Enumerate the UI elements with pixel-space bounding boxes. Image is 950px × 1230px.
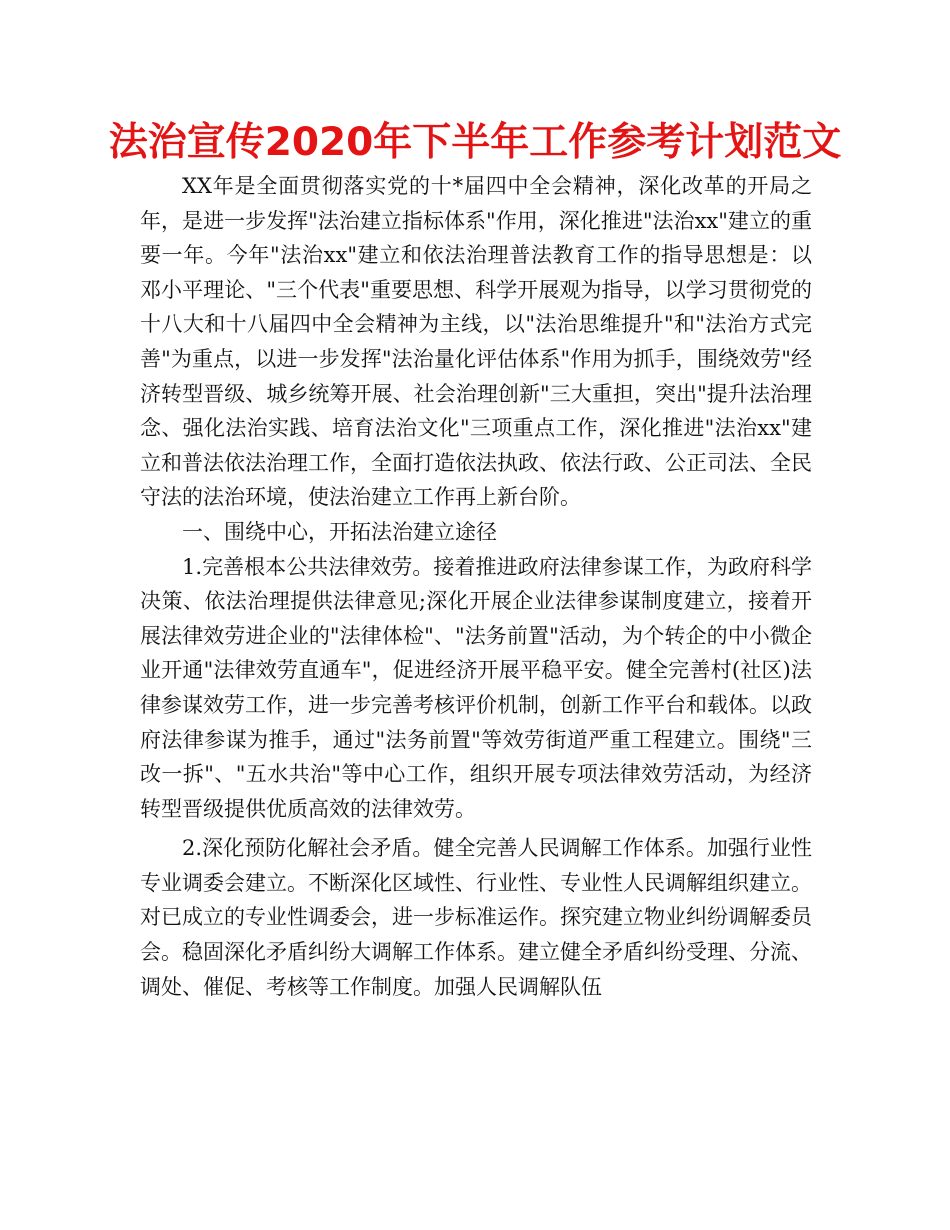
- document-title: 法治宣传2020年下半年工作参考计划范文: [108, 120, 842, 165]
- paragraph-item-2: 2.深化预防化解社会矛盾。健全完善人民调解工作体系。加强行业性专业调委会建立。不断深化区域性、行业性、专业性人民调解组织建立。对已成立的专业性调委会，进一步标准运作。探究建立物业纠纷调解委员会。稳固深化矛盾纠纷大调解工作体系。建立健全矛盾纠纷受理、分流、调处、催促、考核等工作制度。加强人民调解队伍: [140, 836, 812, 999]
- document-body: [140, 169, 812, 1004]
- paragraph-item-1: 1.完善根本公共法律效劳。接着推进政府法律参谋工作，为政府科学决策、依法治理提供法律意见;深化开展企业法律参谋制度建立，接着开展法律效劳进企业的"法律体检"、"法务前置"活动，为个转企的中小微企业开通"法律效劳直通车"，促进经济开展平稳平安。健全完善村(社区)法律参谋效劳工作，进一步完善考核评价机制，创新工作平台和载体。以政府法律参谋为推手，通过"法务前置"等效劳街道严重工程建立。围绕"三改一拆"、"五水共治"等中心工作，组织开展专项法律效劳活动，为经济转型晋级提供优质高效的法律效劳。: [140, 554, 812, 821]
- section-heading-1: 一、围绕中心，开拓法治建立途径: [182, 519, 497, 544]
- paragraph-intro: XX年是全面贯彻落实党的十*届四中全会精神，深化改革的开局之年，是进一步发挥"法治建立指标体系"作用，深化推进"法治xx"建立的重要一年。今年"法治xx"建立和依法治理普法教育工作的指导思想是：以邓小平理论、"三个代表"重要思想、科学开展观为指导，以学习贯彻党的十八大和十八届四中全会精神为主线，以"法治思维提升"和"法治方式完善"为重点，以进一步发挥"法治量化评估体系"作用为抓手，围绕效劳"经济转型晋级、城乡统筹开展、社会治理创新"三大重担，突出"提升法治理念、强化法治实践、培育法治文化"三项重点工作，深化推进"法治xx"建立和普法依法治理工作，全面打造依法执政、依法行政、公正司法、全民守法的法治环境，使法治建立工作再上新台阶。: [140, 174, 812, 510]
